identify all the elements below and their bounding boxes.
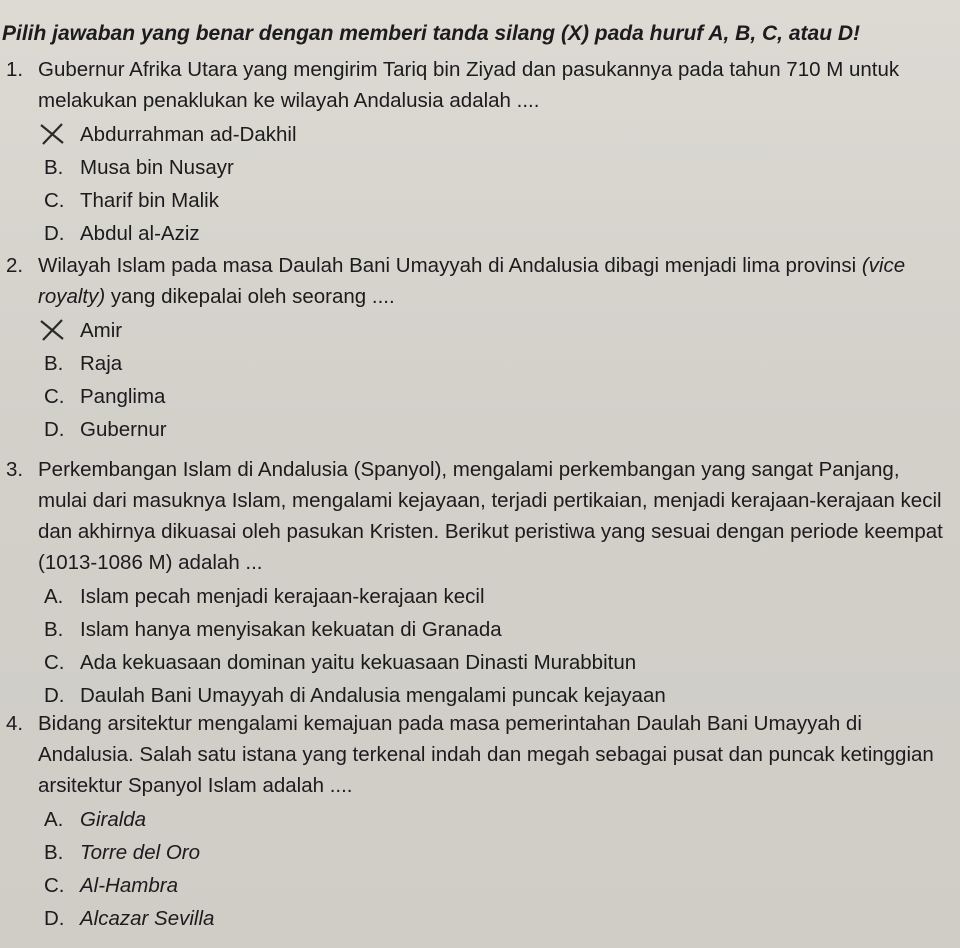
- option-letter: [44, 118, 80, 151]
- options-list: [44, 314, 946, 446]
- option-letter: C.: [44, 385, 65, 408]
- option-a[interactable]: [44, 803, 946, 836]
- option-a[interactable]: [44, 118, 946, 151]
- option-letter: D.: [44, 684, 65, 707]
- option-text: Amir: [80, 319, 123, 342]
- option-letter: C.: [44, 189, 65, 212]
- options-list: [44, 118, 946, 250]
- options-list: [44, 580, 946, 712]
- option-text: Torre del Oro: [80, 841, 201, 864]
- question-number: 3.: [6, 458, 24, 481]
- option-letter: D.: [44, 222, 65, 245]
- instruction-text: Pilih jawaban yang benar dengan memberi tanda silang (X) pada huruf A, B, C, atau D!: [2, 22, 861, 45]
- option-c[interactable]: [44, 869, 946, 902]
- option-c[interactable]: [44, 184, 946, 217]
- question-text: Perkembangan Islam di Andalusia (Spanyol), mengalami perkembangan yang sangat Panjang, mulai dari masuknya Islam, mengalami kejayaan, terjadi pertikaian, menjadi kerajaan-kerajaan kecil dan akhirnya dikuasai oleh pasukan Kristen. Berikut peristiwa yang sesuai dengan periode keempat (1013-1086 M) adalah ...: [38, 458, 943, 574]
- option-text: Alcazar Sevilla: [80, 907, 215, 930]
- question-text: Bidang arsitektur mengalami kemajuan pada masa pemerintahan Daulah Bani Umayyah di Andalusia. Salah satu istana yang terkenal indah dan megah sebagai pusat dan puncak ketinggian arsitektur Spanyol Islam adalah ....: [38, 712, 934, 797]
- option-d[interactable]: [44, 902, 946, 935]
- question-text: Gubernur Afrika Utara yang mengirim Tariq bin Ziyad dan pasukannya pada tahun 710 M untuk melakukan penaklukan ke wilayah Andalusia adalah ....: [38, 58, 900, 112]
- option-b[interactable]: [44, 836, 946, 869]
- option-text: Giralda: [80, 808, 147, 831]
- question-number: 1.: [6, 58, 24, 81]
- options-list: [44, 803, 946, 935]
- option-letter: B.: [44, 156, 64, 179]
- option-text: Abdurrahman ad-Dakhil: [80, 123, 297, 146]
- option-b[interactable]: [44, 347, 946, 380]
- option-d[interactable]: [44, 413, 946, 446]
- option-letter: B.: [44, 841, 64, 864]
- option-text: Gubernur: [80, 418, 167, 441]
- option-letter: D.: [44, 418, 65, 441]
- question-text: [38, 250, 946, 312]
- question-text-part: Wilayah Islam pada masa Daulah Bani Umayyah di Andalusia dibagi menjadi lima provinsi: [38, 254, 862, 277]
- option-letter: B.: [44, 618, 64, 641]
- option-letter: [44, 314, 80, 347]
- question-text-italic: (vice royalty): [38, 254, 906, 308]
- option-b[interactable]: [44, 151, 946, 184]
- option-text: Ada kekuasaan dominan yaitu kekuasaan Dinasti Murabbitun: [80, 651, 637, 674]
- option-d[interactable]: [44, 217, 946, 250]
- question-number: 2.: [6, 254, 24, 277]
- option-c[interactable]: [44, 646, 946, 679]
- question-2: [6, 250, 946, 446]
- option-text: Abdul al-Aziz: [80, 222, 200, 245]
- option-text: Islam hanya menyisakan kekuatan di Granada: [80, 618, 502, 641]
- option-letter: C.: [44, 651, 65, 674]
- option-letter: A.: [44, 808, 64, 831]
- option-text: Tharif bin Malik: [80, 189, 219, 212]
- option-text: Daulah Bani Umayyah di Andalusia mengalami puncak kejayaan: [80, 684, 666, 707]
- option-text: Al-Hambra: [80, 874, 178, 897]
- question-number: 4.: [6, 712, 24, 735]
- option-a[interactable]: [44, 580, 946, 613]
- option-a[interactable]: [44, 314, 946, 347]
- option-letter: C.: [44, 874, 65, 897]
- option-text: Musa bin Nusayr: [80, 156, 234, 179]
- question-1: [6, 54, 946, 250]
- question-3: [6, 454, 946, 712]
- option-text: Panglima: [80, 385, 166, 408]
- question-4: [6, 708, 946, 935]
- option-text: Islam pecah menjadi kerajaan-kerajaan kecil: [80, 585, 485, 608]
- option-letter: A.: [44, 585, 64, 608]
- option-letter: B.: [44, 352, 64, 375]
- option-b[interactable]: [44, 613, 946, 646]
- option-letter: D.: [44, 907, 65, 930]
- question-text-part: yang dikepalai oleh seorang ....: [105, 285, 395, 308]
- option-c[interactable]: [44, 380, 946, 413]
- option-text: Raja: [80, 352, 123, 375]
